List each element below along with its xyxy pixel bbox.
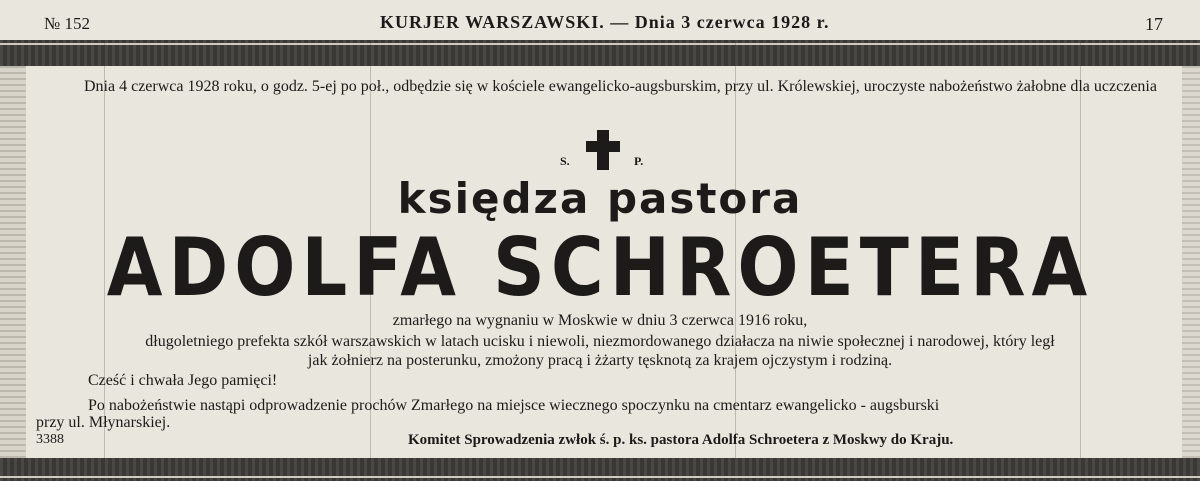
death-line: zmarłego na wygnaniu w Moskwie w dniu 3 czerwca 1916 roku, [392,312,808,329]
honor-line: Cześć i chwała Jego pamięci! [88,372,278,389]
sp-initial-p: P. [634,154,644,168]
title-name: ADOLFA SCHROETERA [106,220,1094,315]
cross-icon [586,130,620,170]
page-number: 17 [1145,14,1163,34]
top-border-bar [0,40,1200,66]
title-priest: księdza pastora [397,174,803,223]
description-line-2: jak żołnierz na posterunku, zmożony pracą i żżarty tęsknotą za krajem ojczystym i rodziną. [307,352,893,369]
description-line-1: długoletniego prefekta szkół warszawskich w latach ucisku i niewoli, niezmordowanego działacza na niwie społecznej i narodowej, który legł [145,333,1055,350]
border-rule [0,43,1200,45]
reference-number: 3388 [36,432,64,447]
opening-paragraph: Dnia 4 czerwca 1928 roku, o godz. 5-ej po poł., odbędzie się w kościele ewangelicko-augsburskim, przy ul. Królewskiej, uroczyste nabożeństwo żałobne dla uczczenia [84,78,1157,95]
page-header [0,0,1200,40]
sp-initial-s: S. [560,154,570,168]
issue-number: № 152 [44,14,90,33]
committee-signature: Komitet Sprowadzenia zwłok ś. p. ks. pastora Adolfa Schroetera z Moskwy do Kraju. [408,432,954,448]
masthead: KURJER WARSZAWSKI. — Dnia 3 czerwca 1928 r. [380,12,830,32]
funeral-line-1: Po nabożeństwie nastąpi odprowadzenie prochów Zmarłego na miejsce wiecznego spoczynku na cmentarz ewangelicko - augsburski [88,397,940,414]
funeral-line-2: przy ul. Młynarskiej. [36,414,171,431]
bottom-border-bar [0,458,1200,481]
border-rule [0,476,1200,478]
